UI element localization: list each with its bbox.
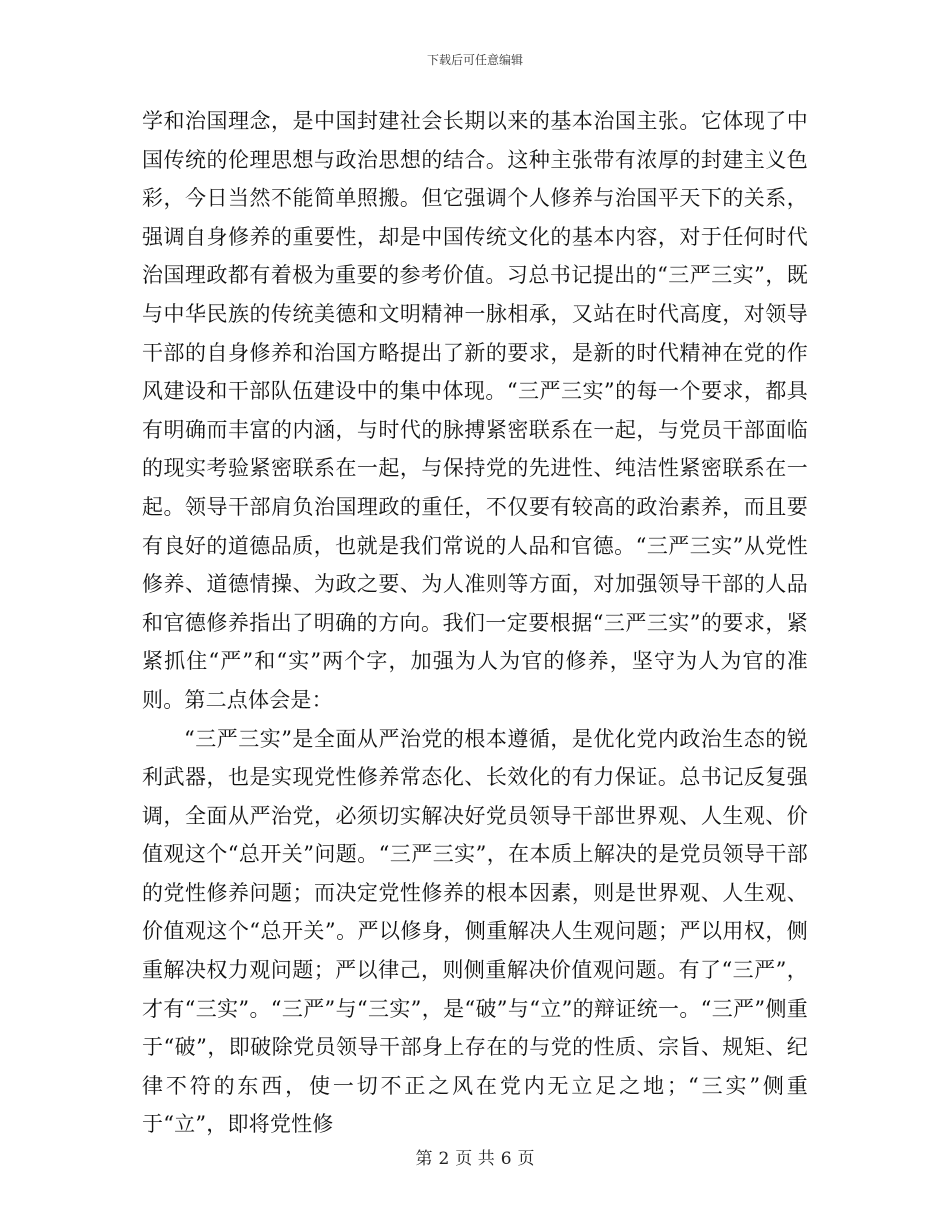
page-header [0, 52, 950, 68]
body-paragraph-1: 学和治国理念，是中国封建社会长期以来的基本治国主张。它体现了中国传统的伦理思想与政治思想的结合。这种主张带有浓厚的封建主义色彩，今日当然不能简单照搬。但它强调个人修养与治国平天下的关系，强调自身修养的重要性，却是中国传统文化的基本内容，对于任何时代治国理政都有着极为重要的参考价值。习总书记提出的“三严三实”，既与中华民族的传统美德和文明精神一脉相承，又站在时代高度，对领导干部的自身修养和治国方略提出了新的要求，是新的时代精神在党的作风建设和干部队伍建设中的集中体现。“三严三实”的每一个要求，都具有明确而丰富的内涵，与时代的脉搏紧密联系在一起，与党员干部面临的现实考验紧密联系在一起，与保持党的先进性、纯洁性紧密联系在一起。领导干部肩负治国理政的重任，不仅要有较高的政治素养，而且要有良好的道德品质，也就是我们常说的人品和官德。“三严三实”从党性修养、道德情操、为政之要、为人准则等方面，对加强领导干部的人品和官德修养指出了明确的方向。我们一定要根据“三严三实”的要求，紧紧抓住“严”和“实”两个字，加强为人为官的修养，坚守为人为官的准则。第二点体会是： [142, 109, 808, 712]
header-text: 下载后可任意编辑 [426, 53, 523, 67]
footer-prefix: 第 [415, 1149, 433, 1169]
footer-total-pages: 6 [500, 1149, 512, 1169]
document-body [142, 102, 808, 1144]
footer-middle: 页 共 [455, 1149, 495, 1169]
footer-suffix: 页 [517, 1149, 535, 1169]
body-paragraph-2: “三严三实”是全面从严治党的根本遵循，是优化党内政治生态的锐利武器，也是实现党性修养常态化、长效化的有力保证。总书记反复强调，全面从严治党，必须切实解决好党员领导干部世界观、人生观、价值观这个“总开关”问题。“三严三实”，在本质上解决的是党员领导干部的党性修养问题；而决定党性修养的根本因素，则是世界观、人生观、价值观这个“总开关”。严以修身，侧重解决人生观问题；严以用权，侧重解决权力观问题；严以律己，则侧重解决价值观问题。有了“三严”，才有“三实”。“三严”与“三实”，是“破”与“立”的辩证统一。“三严”侧重于“破”，即破除党员领导干部身上存在的与党的性质、宗旨、规矩、纪律不符的东西，使一切不正之风在党内无立足之地；“三实”侧重于“立”，即将党性修 [142, 726, 808, 1137]
footer-current-page: 2 [438, 1149, 450, 1169]
page-footer [0, 1148, 950, 1170]
